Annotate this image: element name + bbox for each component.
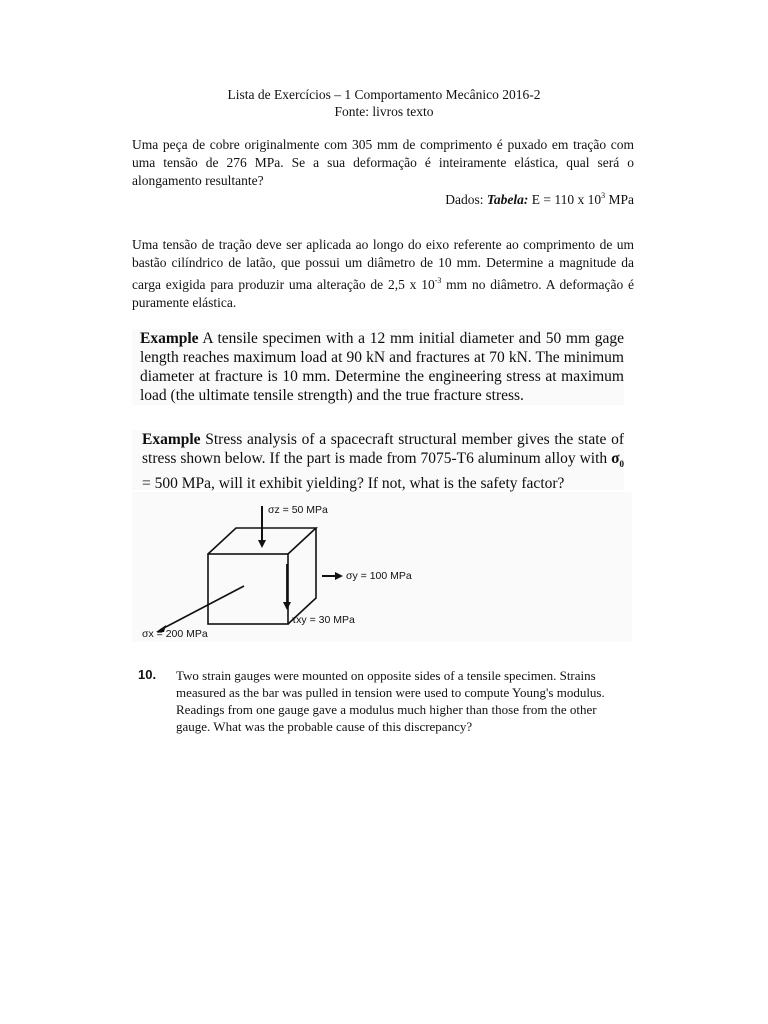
dados-unit: MPa [605,192,634,207]
question-2-text [132,236,634,312]
question-1-text: Uma peça de cobre originalmente com 305 mm de comprimento é puxado em tração com uma tensão de 276 MPa. Se a sua deformação é inteiramente elástica, qual será o alongamento resultante? [132,137,634,188]
dados-exponent: 3 [601,191,606,200]
sigma-z-arrowhead [258,540,266,548]
page-title: Lista de Exercícios – 1 Comportamento Mecânico 2016-2 [227,87,541,102]
example-2-label: Example [142,431,201,448]
sigma-y-arrowhead [335,572,343,580]
example-2-text-before: Stress analysis of a spacecraft structural member gives the state of stress shown below. If the part is made from 7075-T6 aluminum alloy with [142,431,624,467]
cube-right-face [288,528,316,624]
sigma-subscript: 0 [619,459,624,470]
stress-cube-diagram [132,492,632,642]
question-10-number: 10. [138,667,157,682]
q2-text-after: mm no diâmetro. A deformação é puramente elástica. [132,277,634,310]
dados-tabela: Tabela: [486,192,529,207]
question-1-data [445,187,634,209]
example-1-label: Example [140,330,199,347]
sigma-y-label: σy = 100 MPa [346,570,412,582]
dados-prefix: Dados: [445,192,487,207]
page-subtitle: Fonte: livros texto [334,104,434,119]
example-2 [132,430,624,493]
sigma-symbol: σ [611,450,620,467]
q2-text-before: Uma tensão de tração deve ser aplicada ao longo do eixo referente ao comprimento de um bastão cilíndrico de latão, que possui um diâmetro de 10 mm. Determine a magnitude da carga exigida para produzir uma alteração de 2,5 x 10 [132,237,634,292]
sigma-z-label: σz = 50 MPa [268,504,328,516]
cube-front-face [208,554,288,624]
example-2-text-after: = 500 MPa, will it exhibit yielding? If not, what is the safety factor? [142,475,565,493]
stress-figure [132,492,632,642]
question-10-text: Two strain gauges were mounted on opposite sides of a tensile specimen. Strains measured as the bar was pulled in tension were used to compute Young's modulus. Readings from one gauge gave a modulus much higher than those from the other gauge. What was the probable cause of this discrepancy? [176,668,605,734]
example-1 [132,329,624,405]
sigma-x-label: σx = 200 MPa [142,628,208,640]
dados-value: E = 110 x 10 [528,192,602,207]
tau-xy-arrowhead [283,602,291,610]
example-1-text: A tensile specimen with a 12 mm initial diameter and 50 mm gage length reaches maximum load at 90 kN and fractures at 70 kN. The minimum diameter at fracture is 10 mm. Determine the engineering stress at maximum load (the ultimate tensile strength) and the true fracture stress. [140,330,624,404]
q2-exponent: -3 [434,276,442,285]
tau-xy-label: τxy = 30 MPa [292,614,355,626]
